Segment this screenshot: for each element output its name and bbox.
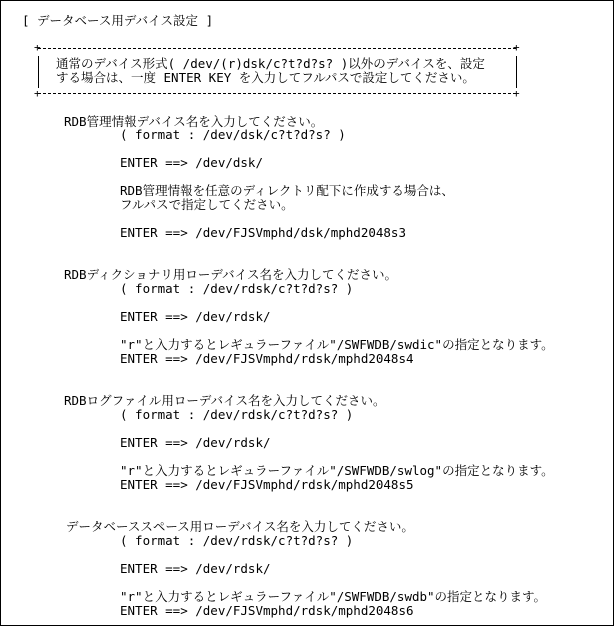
enter-prompt-input[interactable]: ENTER ==> /dev/rdsk/ (120, 561, 271, 576)
screen-title: [ データベース用デバイス設定 ] (22, 13, 214, 28)
box-corner: + (34, 87, 41, 100)
box-corner: + (34, 41, 41, 54)
notice-line-1: 通常のデバイス形式( /dev/(r)dsk/c?t?d?s? )以外のデバイスを、設定 (56, 56, 485, 71)
section-note: RDB管理情報を任意のディレクトリ配下に作成する場合は、 (120, 183, 454, 198)
box-top-border (38, 48, 516, 49)
section-prompt: RDBログファイル用ローデバイス名を入力してください。 (64, 393, 386, 408)
enter-prompt-input[interactable]: ENTER ==> /dev/FJSVmphd/dsk/mphd2048s3 (120, 225, 406, 240)
notice-line-2: する場合は、一度 ENTER KEY を入力してフルパスで設定してください。 (56, 70, 475, 85)
format-hint: ( format : /dev/rdsk/c?t?d?s? ) (120, 281, 354, 296)
enter-prompt-input[interactable]: ENTER ==> /dev/FJSVmphd/rdsk/mphd2048s6 (120, 603, 414, 618)
section-note: "r"と入力するとレギュラーファイル"/SWFWDB/swlog"の指定となります。 (120, 463, 554, 478)
enter-prompt-input[interactable]: ENTER ==> /dev/rdsk/ (120, 435, 271, 450)
format-hint: ( format : /dev/rdsk/c?t?d?s? ) (120, 533, 354, 548)
format-hint: ( format : /dev/dsk/c?t?d?s? ) (120, 127, 346, 142)
box-left-border (38, 56, 39, 88)
enter-prompt-input[interactable]: ENTER ==> /dev/dsk/ (120, 155, 263, 170)
format-hint: ( format : /dev/rdsk/c?t?d?s? ) (120, 407, 354, 422)
box-bottom-border (38, 93, 516, 94)
enter-prompt-input[interactable]: ENTER ==> /dev/FJSVmphd/rdsk/mphd2048s4 (120, 351, 414, 366)
enter-prompt-input[interactable]: ENTER ==> /dev/rdsk/ (120, 309, 271, 324)
box-corner: + (513, 87, 520, 100)
section-note: "r"と入力するとレギュラーファイル"/SWFWDB/swdb"の指定となります。 (120, 589, 547, 604)
section-prompt: RDBディクショナリ用ローデバイス名を入力してください。 (64, 267, 397, 282)
section-prompt: RDB管理情報デバイス名を入力してください。 (64, 114, 324, 129)
enter-prompt-input[interactable]: ENTER ==> /dev/FJSVmphd/rdsk/mphd2048s5 (120, 477, 414, 492)
section-note: "r"と入力するとレギュラーファイル"/SWFWDB/swdic"の指定となります。 (120, 337, 554, 352)
section-note: フルパスで指定してください。 (120, 197, 294, 212)
box-right-border (516, 56, 517, 88)
box-corner: + (513, 41, 520, 54)
section-prompt: データベーススペース用ローデバイス名を入力してください。 (66, 519, 414, 534)
